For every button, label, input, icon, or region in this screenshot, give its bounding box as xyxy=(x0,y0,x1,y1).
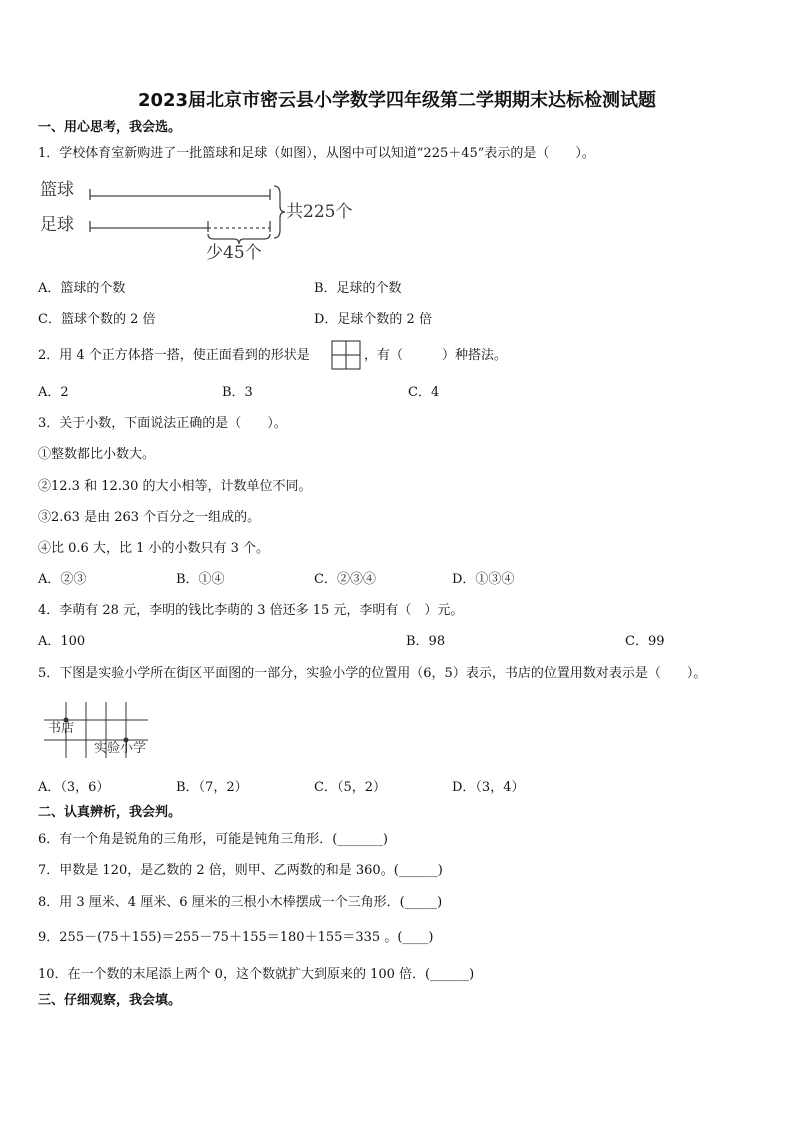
football-label: 足球 xyxy=(40,215,74,235)
question-10: 10．在一个数的末尾添上两个 0，这个数就扩大到原来的 100 倍．(______) xyxy=(38,967,475,982)
q5-option-c: C．（5，2） xyxy=(314,780,386,795)
total-label: 共225个 xyxy=(286,202,353,222)
question-2-stem-part1: 2．用 4 个正方体搭一搭，使正面看到的形状是 xyxy=(38,348,310,363)
q2-option-a: A．2 xyxy=(38,385,69,400)
q2-option-b: B．3 xyxy=(222,385,253,400)
less-label: 少45个 xyxy=(206,243,262,263)
street-grid-map xyxy=(40,700,170,762)
front-view-shape xyxy=(331,340,363,370)
question-1-stem: 1．学校体育室新购进了一批篮球和足球（如图），从图中可以知道“225＋45”表示的是（ ）。 xyxy=(38,146,595,161)
q3-option-a: A．②③ xyxy=(38,572,87,587)
q4-option-a: A．100 xyxy=(38,634,86,649)
q3-option-b: B．①④ xyxy=(176,572,225,587)
question-6: 6．有一个角是锐角的三角形，可能是钝角三角形．(_______) xyxy=(38,832,388,847)
basketball-label: 篮球 xyxy=(40,180,74,200)
q4-option-b: B．98 xyxy=(406,634,446,649)
q3-statement-1: ①整数都比小数大。 xyxy=(38,447,156,462)
q3-statement-4: ④比 0.6 大，比 1 小的小数只有 3 个。 xyxy=(38,541,270,556)
q5-option-a: A．（3，6） xyxy=(38,780,110,795)
q1-option-c: C．篮球个数的 2 倍 xyxy=(38,312,156,327)
section-heading-1: 一、用心思考，我会选。 xyxy=(38,120,182,135)
q1-line-diagram xyxy=(38,172,368,267)
q3-option-d: D．①③④ xyxy=(452,572,515,587)
question-2-stem-part2: ，有（ ）种搭法。 xyxy=(364,348,508,363)
q1-option-a: A．篮球的个数 xyxy=(38,281,126,296)
question-8: 8．用 3 厘米、4 厘米、6 厘米的三根小木棒摆成一个三角形．(_____) xyxy=(38,895,443,910)
q1-option-d: D．足球个数的 2 倍 xyxy=(314,312,432,327)
question-7: 7．甲数是 120，是乙数的 2 倍，则甲、乙两数的和是 360。(______) xyxy=(38,863,443,878)
q5-option-b: B．（7，2） xyxy=(176,780,248,795)
q2-option-c: C．4 xyxy=(408,385,440,400)
question-5-stem: 5．下图是实验小学所在街区平面图的一部分，实验小学的位置用（6，5）表示，书店的位置用数对表示是（ ）。 xyxy=(38,666,707,681)
school-label: 实验小学 xyxy=(94,741,147,756)
q3-statement-3: ③2.63 是由 263 个百分之一组成的。 xyxy=(38,510,261,525)
q5-option-d: D．（3，4） xyxy=(452,780,525,795)
section-heading-2: 二、认真辨析，我会判。 xyxy=(38,805,182,820)
bookstore-label: 书店 xyxy=(48,721,75,736)
question-4-stem: 4．李萌有 28 元，李明的钱比李萌的 3 倍还多 15 元，李明有（ ）元。 xyxy=(38,603,464,618)
page-title: 2023届北京市密云县小学数学四年级第二学期期末达标检测试题 xyxy=(137,90,657,111)
q3-statement-2: ②12.3 和 12.30 的大小相等，计数单位不同。 xyxy=(38,479,312,494)
question-3-stem: 3．关于小数，下面说法正确的是（ ）。 xyxy=(38,416,287,431)
q4-option-c: C．99 xyxy=(625,634,665,649)
q3-option-c: C．②③④ xyxy=(314,572,376,587)
section-heading-3: 三、仔细观察，我会填。 xyxy=(38,993,182,1008)
question-9: 9．255－(75＋155)＝255－75＋155＝180＋155＝335 。(____) xyxy=(38,930,434,945)
q1-option-b: B．足球的个数 xyxy=(314,281,402,296)
